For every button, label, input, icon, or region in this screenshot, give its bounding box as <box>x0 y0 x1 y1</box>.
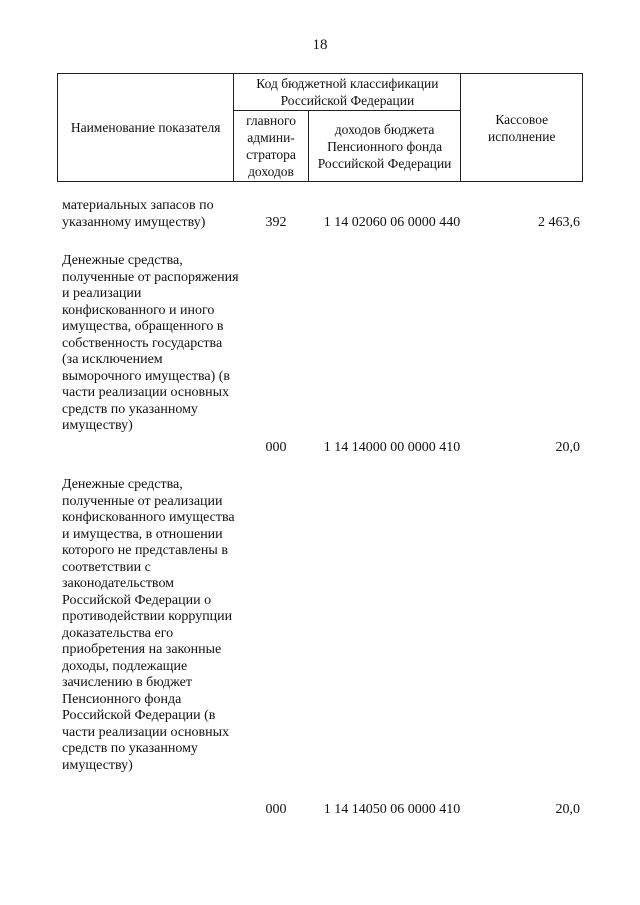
row-3-name: Денежные средства, полученные от реализации конфискованного имущества и имущества, в отношении которого не представлены в соответствии с законодательством Российской Федерации о противодействии коррупции доказательства его приобретения на законные доходы, подлежащие зачислению в бюджет Пенсионного фонда Российской Федерации (в части реализации основных средств по указанному имуществу) <box>62 477 235 773</box>
row-1-name: материальных запасов по указанному имуществу) <box>62 198 214 230</box>
header-budget-code-group: Код бюджетной классификации Российской Федерации <box>234 74 461 111</box>
row-1-admin-code: 392 <box>265 215 287 230</box>
header-indicator-name: Наименование показателя <box>58 74 234 182</box>
table-header <box>57 73 583 182</box>
row-2-amount: 20,0 <box>555 440 580 455</box>
header-chief-admin: главного админи-стратора доходов <box>234 111 308 182</box>
row-2-budget-code: 1 14 14000 00 0000 410 <box>323 440 461 455</box>
row-2-admin-code: 000 <box>265 440 287 455</box>
row-3-budget-code: 1 14 14050 06 0000 410 <box>323 802 461 817</box>
header-cash-execution: Кассовое исполнение <box>461 74 583 182</box>
row-1-budget-code: 1 14 02060 06 0000 440 <box>323 215 461 230</box>
row-3-admin-code: 000 <box>265 802 287 817</box>
row-1-amount: 2 463,6 <box>538 215 580 230</box>
row-3-amount: 20,0 <box>555 802 580 817</box>
header-budget-revenue: доходов бюджета Пенсионного фонда Российской Федерации <box>308 111 461 182</box>
row-2-name: Денежные средства, полученные от распоряжения и реализации конфискованного и иного имущества, обращенного в собственность государства (за исключением выморочного имущества) (в части реализации основных средств по указанному имуществу) <box>62 253 239 433</box>
page-number: 18 <box>312 37 328 53</box>
